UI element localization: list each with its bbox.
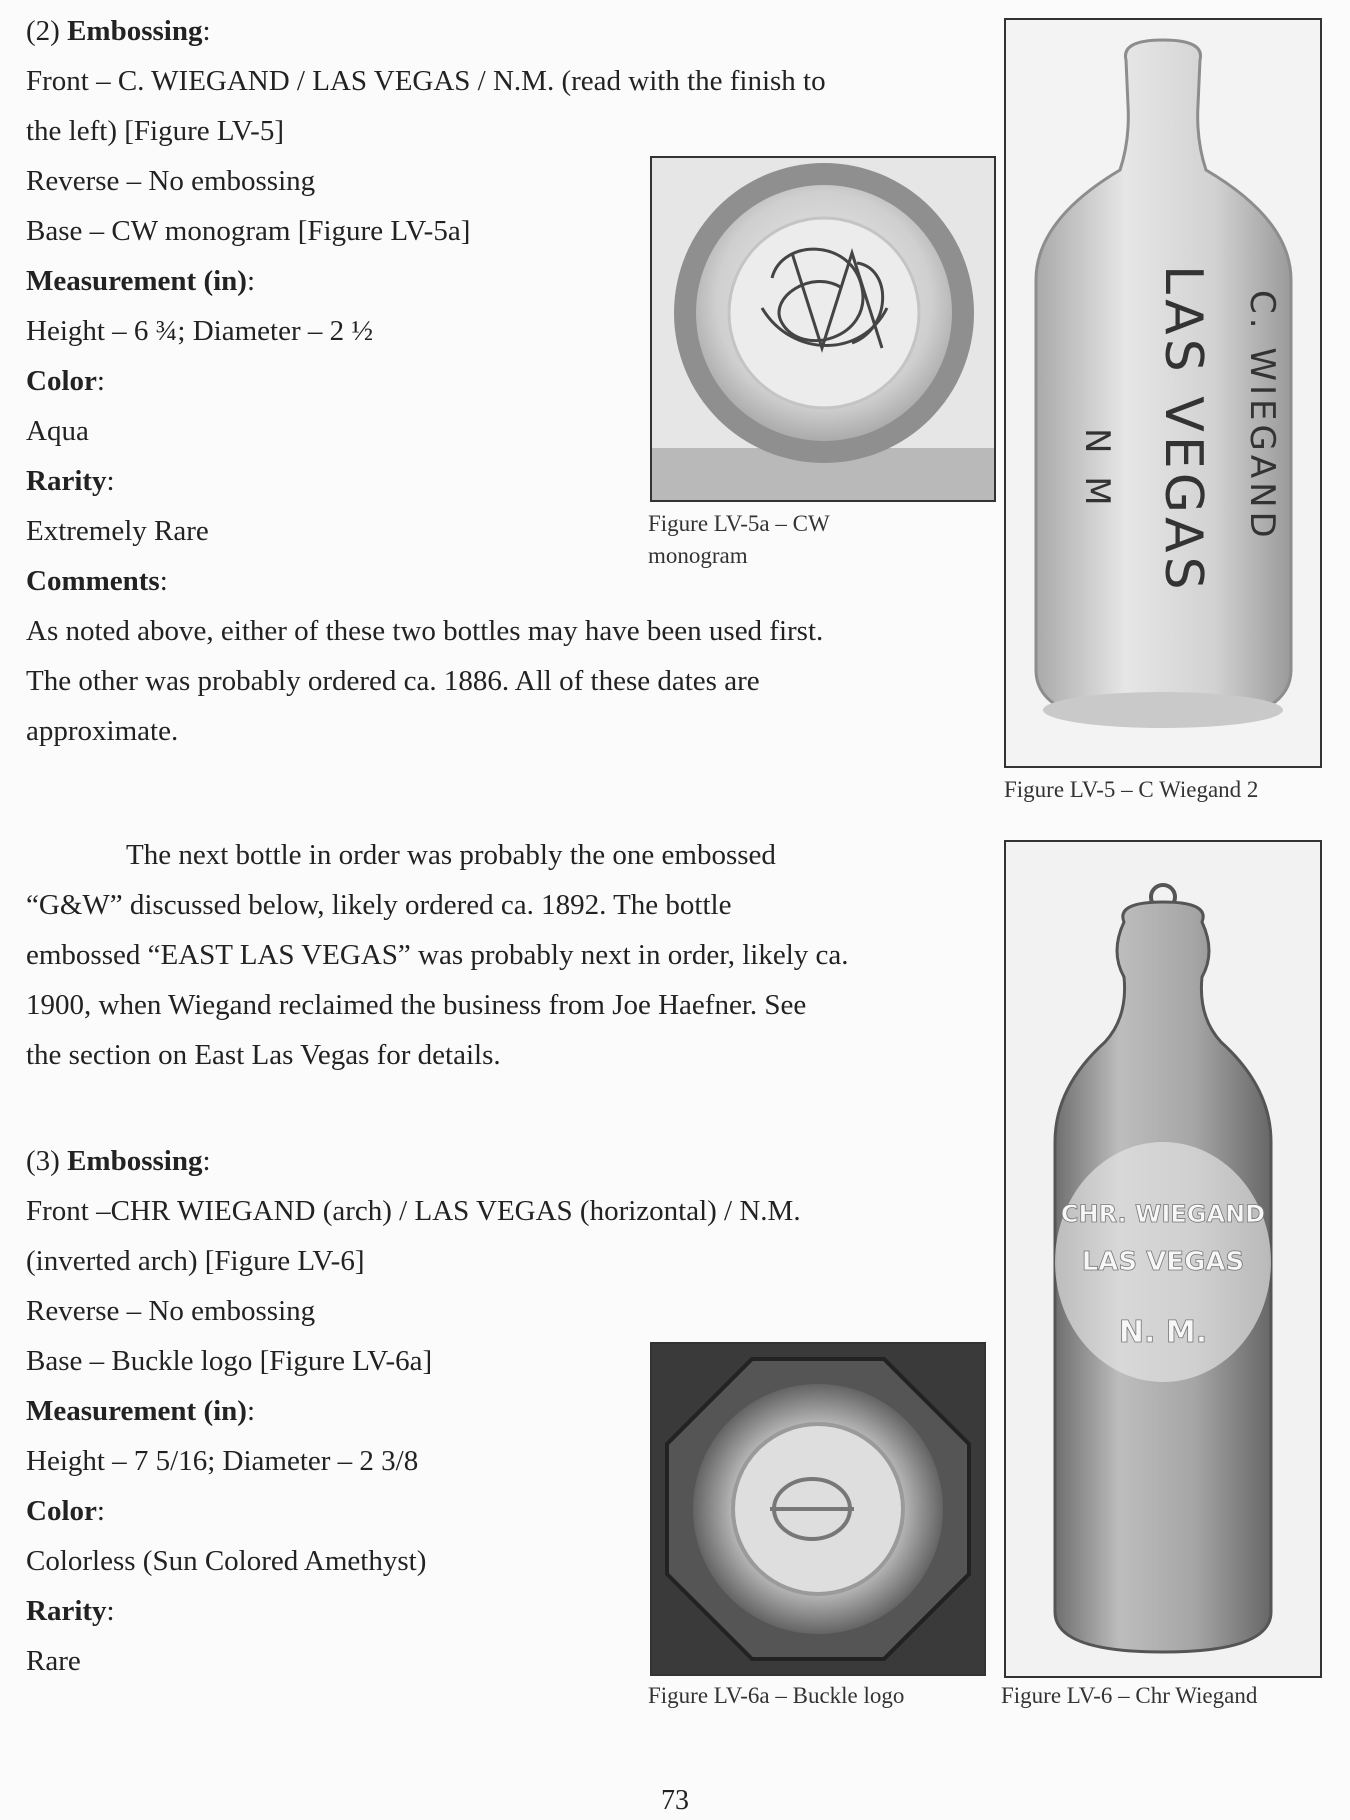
section3-reverse: Reverse – No embossing xyxy=(26,1295,316,1327)
section2-front: Front – C. WIEGAND / LAS VEGAS / N.M. (read with the finish to xyxy=(26,65,826,97)
rarity-label: Rarity xyxy=(26,1595,107,1627)
measurement-label: Measurement (in) xyxy=(26,1395,247,1427)
section-number: (3) xyxy=(26,1145,60,1177)
section3-front: Front –CHR WIEGAND (arch) / LAS VEGAS (horizontal) / N.M. xyxy=(26,1195,801,1227)
paragraph-line: 1900, when Wiegand reclaimed the business from Joe Haefner. See xyxy=(26,989,807,1021)
buckle-logo-image xyxy=(652,1344,984,1674)
paragraph-line: The next bottle in order was probably the one embossed xyxy=(126,839,776,871)
figure-lv6-photo xyxy=(1004,840,1322,1678)
section3-rarity-heading: Rarity: xyxy=(26,1595,115,1627)
section3-measurement: Height – 7 5/16; Diameter – 2 3/8 xyxy=(26,1445,419,1477)
cw-monogram-image xyxy=(652,158,994,500)
bottle-embossing-line1: CHR. WIEGAND xyxy=(1060,1200,1266,1228)
color-label: Color xyxy=(26,365,97,397)
section2-rarity: Extremely Rare xyxy=(26,515,209,547)
paragraph-line: the section on East Las Vegas for details. xyxy=(26,1039,501,1071)
section3-rarity: Rare xyxy=(26,1645,81,1677)
page-number: 73 xyxy=(661,1785,689,1816)
section2-comment-line: approximate. xyxy=(26,715,179,747)
section3-front-cont: (inverted arch) [Figure LV-6] xyxy=(26,1245,365,1277)
bottle-embossing-line3: N M xyxy=(1077,428,1117,512)
section-number: (2) xyxy=(26,15,60,47)
bottle-embossing-line3: N. M. xyxy=(1118,1315,1208,1350)
figure-lv5a-photo xyxy=(650,156,996,502)
color-label: Color xyxy=(26,1495,97,1527)
section2-front-cont: the left) [Figure LV-5] xyxy=(26,115,284,147)
section2-color: Aqua xyxy=(26,415,89,447)
embossing-label: Embossing xyxy=(67,1145,203,1177)
section2-comments-heading: Comments: xyxy=(26,565,168,597)
rarity-label: Rarity xyxy=(26,465,107,497)
figure-lv5a-caption-line1: Figure LV-5a – CW xyxy=(648,511,830,536)
section2-comment-line: The other was probably ordered ca. 1886. All of these dates are xyxy=(26,665,760,697)
embossing-label: Embossing xyxy=(67,15,203,47)
measurement-label: Measurement (in) xyxy=(26,265,247,297)
figure-lv6-caption: Figure LV-6 – Chr Wiegand xyxy=(1001,1683,1258,1708)
section2-base: Base – CW monogram [Figure LV-5a] xyxy=(26,215,471,247)
comments-label: Comments xyxy=(26,565,160,597)
section3-embossing-heading: (3) Embossing: xyxy=(26,1145,211,1177)
bottle-embossing-line2: LAS VEGAS xyxy=(1081,1247,1245,1277)
section3-measurement-heading: Measurement (in): xyxy=(26,1395,256,1427)
paragraph-line: embossed “EAST LAS VEGAS” was probably next in order, likely ca. xyxy=(26,939,849,971)
section2-color-heading: Color: xyxy=(26,365,105,397)
figure-lv5a-caption-line2: monogram xyxy=(648,543,748,568)
c-wiegand-bottle-image xyxy=(1006,20,1320,766)
section2-reverse: Reverse – No embossing xyxy=(26,165,316,197)
section3-base: Base – Buckle logo [Figure LV-6a] xyxy=(26,1345,433,1377)
figure-lv6a-caption: Figure LV-6a – Buckle logo xyxy=(648,1683,905,1708)
section3-color: Colorless (Sun Colored Amethyst) xyxy=(26,1545,427,1577)
figure-lv5-caption: Figure LV-5 – C Wiegand 2 xyxy=(1004,777,1259,802)
section2-measurement-heading: Measurement (in): xyxy=(26,265,256,297)
section3-color-heading: Color: xyxy=(26,1495,105,1527)
paragraph-line: “G&W” discussed below, likely ordered ca. 1892. The bottle xyxy=(26,889,732,921)
figure-lv5-photo xyxy=(1004,18,1322,768)
bottle-embossing-line1: C. WIEGAND xyxy=(1242,290,1282,542)
chr-wiegand-bottle-image xyxy=(1006,842,1320,1676)
section2-measurement: Height – 6 ¾; Diameter – 2 ½ xyxy=(26,315,374,347)
section2-comment-line: As noted above, either of these two bottles may have been used first. xyxy=(26,615,824,647)
section2-rarity-heading: Rarity: xyxy=(26,465,115,497)
bottle-embossing-line2: LAS VEGAS xyxy=(1153,265,1213,594)
section2-embossing-heading: (2) Embossing: xyxy=(26,15,211,47)
figure-lv6a-photo xyxy=(650,1342,986,1676)
